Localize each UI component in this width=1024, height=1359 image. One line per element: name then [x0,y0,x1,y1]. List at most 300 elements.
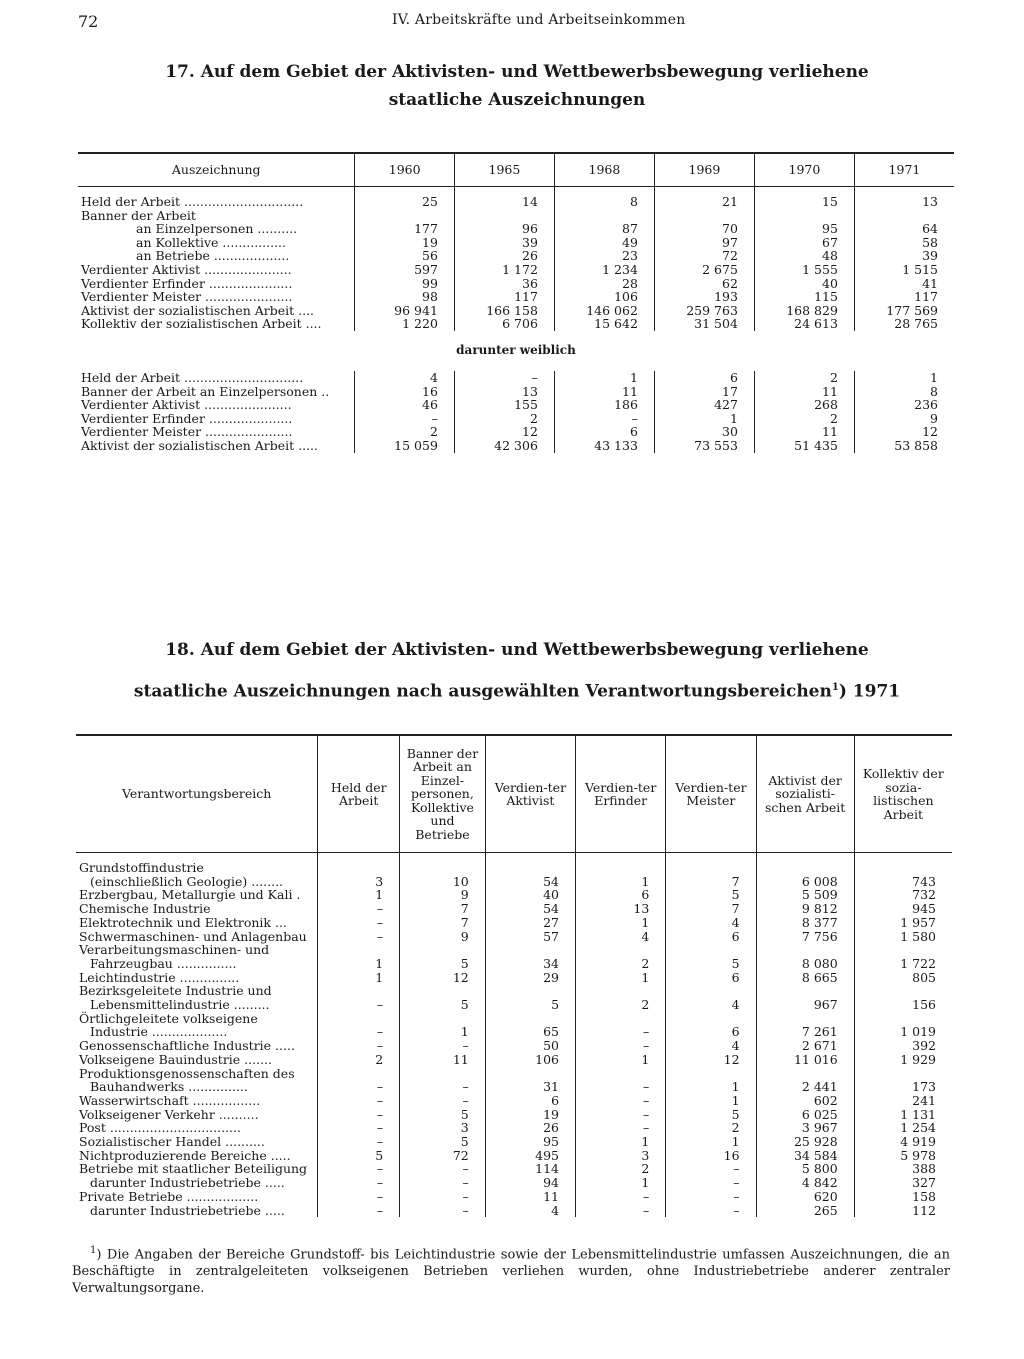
row-value: 11 [554,385,654,399]
row-value: 106 [554,290,654,304]
row-value [318,984,400,998]
row-value: 6 [654,371,754,385]
row-value: 62 [654,277,754,291]
table-row [76,1149,952,1163]
table-row [78,317,954,331]
row-value: 94 [485,1176,575,1190]
row-value: 7 [666,902,756,916]
row-value: 5 [400,1135,486,1149]
row-label: Verdienter Erfinder ..................... [81,410,293,426]
row-value: 2 [754,371,854,385]
row-value: 2 [355,425,454,439]
row-value: 16 [666,1149,756,1163]
row-value [854,861,952,875]
row-value: 155 [454,398,554,412]
row-value: 30 [654,425,754,439]
row-value: 5 [485,998,575,1012]
row-label: (einschließlich Geologie) ........ [90,873,284,889]
row-value: – [400,1094,486,1108]
subheading-row [78,331,954,371]
row-value: 2 [666,1121,756,1135]
row-value: 8 [854,385,954,399]
table-row [78,209,954,223]
row-value: 98 [355,290,454,304]
row-label: Verarbeitungsmaschinen- und [79,942,270,958]
row-label: Verdienter Aktivist ...................... [81,261,292,277]
row-value: 14 [454,195,554,209]
row-value: 1 [666,1135,756,1149]
spacer-cell [355,187,454,196]
row-label: Banner der Arbeit [81,207,196,223]
row-value: – [576,1121,666,1135]
row-value [318,861,400,875]
row-value: 4 [355,371,454,385]
row-value: – [400,1039,486,1053]
row-value: 4 [666,916,756,930]
row-value [854,1067,952,1081]
row-value: 4 919 [854,1135,952,1149]
row-value: 8 377 [756,916,854,930]
row-value: 17 [654,385,754,399]
row-value: 1 555 [754,263,854,277]
row-value: 106 [485,1053,575,1067]
row-value: 9 812 [756,902,854,916]
row-value: – [355,412,454,426]
row-value: 186 [554,398,654,412]
row-value: 15 642 [554,317,654,331]
row-value: 2 [454,412,554,426]
row-value: 597 [355,263,454,277]
table-row [76,861,952,875]
row-value: – [666,1176,756,1190]
row-label: Private Betriebe .................. [79,1188,259,1204]
row-value: 56 [355,249,454,263]
table-row [76,1025,952,1039]
row-value: 602 [756,1094,854,1108]
row-value: 39 [454,236,554,250]
row-label: Erzbergbau, Metallurgie und Kali . [79,887,301,903]
row-value [666,861,756,875]
row-value: 31 [485,1080,575,1094]
row-value: – [666,1190,756,1204]
row-value [485,1012,575,1026]
row-label: darunter Industriebetriebe ..... [90,1175,285,1191]
table-17-title [80,58,954,114]
row-value: 11 016 [756,1053,854,1067]
row-value: 2 675 [654,263,754,277]
row-value: – [318,1094,400,1108]
row-value: 2 [754,412,854,426]
row-value: 177 [355,222,454,236]
row-label: Produktionsgenossenschaften des [79,1065,295,1081]
row-value: 3 [576,1149,666,1163]
row-value: 8 665 [756,971,854,985]
row-value: 39 [854,249,954,263]
row-value: 8 080 [756,957,854,971]
table-row [78,277,954,291]
row-value: – [666,1162,756,1176]
row-label: an Kollektive ................ [136,234,286,250]
row-value: 268 [754,398,854,412]
row-value: 7 [400,916,486,930]
row-value: 50 [485,1039,575,1053]
row-label: Schwermaschinen- und Anlagenbau [79,928,307,944]
row-value: – [400,1162,486,1176]
row-value [576,1012,666,1026]
row-value: 945 [854,902,952,916]
table-row [76,930,952,944]
row-value: – [576,1094,666,1108]
spacer-cell [666,853,756,862]
table-row [78,222,954,236]
row-value: – [400,1176,486,1190]
row-value: 7 261 [756,1025,854,1039]
row-value: 34 584 [756,1149,854,1163]
row-value: 6 [666,1025,756,1039]
row-value: 31 504 [654,317,754,331]
row-value: 732 [854,888,952,902]
row-value: 54 [485,875,575,889]
row-value: 48 [754,249,854,263]
row-label: Wasserwirtschaft ................. [79,1092,261,1108]
header-verdienter-erfinder: Verdien-ter Erfinder [576,735,666,853]
spacer-cell [485,853,575,862]
table-row [78,290,954,304]
row-value: 158 [854,1190,952,1204]
row-value: 1 929 [854,1053,952,1067]
row-label: Banner der Arbeit an Einzelpersonen .. [81,383,330,399]
row-value: 3 [318,875,400,889]
row-value [576,1067,666,1081]
footnote-text: ) Die Angaben der Bereiche Grundstoff- bis Leichtindustrie sowie der Lebensmittelindustrie umfassen Auszeichnungen, die an Beschäftigte in zentralgeleiteten volkseigenen Betrieben verliehen wurden, ohne Industriebetriebe anderer zentraler Verwaltungsorgane. [72,1247,950,1297]
row-value [854,209,954,223]
row-value: 1 [318,957,400,971]
row-value: 29 [485,971,575,985]
row-value: 6 008 [756,875,854,889]
row-value: – [318,1162,400,1176]
row-value: 87 [554,222,654,236]
table-row [76,971,952,985]
row-value: 5 [666,1108,756,1122]
row-value: 12 [454,425,554,439]
row-value: 1 [318,888,400,902]
row-value: 53 858 [854,439,954,453]
row-value: 65 [485,1025,575,1039]
row-value: 25 [355,195,454,209]
table-17 [78,152,954,453]
row-value: – [666,1204,756,1218]
row-label: Verdienter Meister ...................... [81,424,293,440]
row-value: 620 [756,1190,854,1204]
row-value: – [318,1025,400,1039]
table-row [76,1204,952,1218]
row-value: 34 [485,957,575,971]
row-value: – [318,1190,400,1204]
row-value: 1 957 [854,916,952,930]
row-value: 327 [854,1176,952,1190]
table-row [76,984,952,998]
row-value: 1 [576,916,666,930]
row-value: 26 [454,249,554,263]
header-verdienter-meister: Verdien-ter Meister [666,735,756,853]
row-value: 193 [654,290,754,304]
row-value: 6 [576,888,666,902]
table-row [78,412,954,426]
spacer-cell [576,853,666,862]
row-value: – [576,1025,666,1039]
row-value: – [400,1204,486,1218]
row-value: 16 [355,385,454,399]
row-value [666,984,756,998]
row-value: 6 [554,425,654,439]
row-label: an Einzelpersonen .......... [136,221,298,237]
spacer-row [76,853,952,862]
row-label: darunter Industriebetriebe ..... [90,1202,285,1218]
row-value: 11 [754,385,854,399]
row-label: an Betriebe ................... [136,248,290,264]
row-value: 6 [485,1094,575,1108]
row-value: 427 [654,398,754,412]
row-value: 43 133 [554,439,654,453]
row-value [554,209,654,223]
spacer-cell [454,187,554,196]
table-row [76,1135,952,1149]
row-label: Kollektiv der sozialistischen Arbeit .... [81,316,322,332]
row-value: 241 [854,1094,952,1108]
row-value: 2 [576,1162,666,1176]
row-value: 4 [485,1204,575,1218]
row-value: 97 [654,236,754,250]
row-value: – [318,1121,400,1135]
row-label: Industrie ................... [90,1024,228,1040]
row-value: 117 [454,290,554,304]
row-value [756,861,854,875]
row-value: 2 [318,1053,400,1067]
row-value: – [318,902,400,916]
row-value: 95 [485,1135,575,1149]
table-row [78,371,954,385]
row-value: 1 722 [854,957,952,971]
row-value [485,861,575,875]
table-row [76,1094,952,1108]
table-row [76,1121,952,1135]
row-value: – [576,1080,666,1094]
row-value: 117 [854,290,954,304]
row-value: 40 [485,888,575,902]
table-row [76,902,952,916]
row-label: Chemische Industrie [79,901,211,917]
table-row [78,249,954,263]
row-value: 5 800 [756,1162,854,1176]
row-value: – [576,1108,666,1122]
row-value: – [318,1080,400,1094]
row-value: 259 763 [654,304,754,318]
row-value: 12 [854,425,954,439]
table-18-header-row [76,735,952,853]
row-value: – [400,1190,486,1204]
row-value: – [554,412,654,426]
row-value: 156 [854,998,952,1012]
row-value: 6 [666,930,756,944]
row-value: 1 254 [854,1121,952,1135]
spacer-cell [754,187,854,196]
row-value: 57 [485,930,575,944]
row-value: 114 [485,1162,575,1176]
row-value: – [576,1204,666,1218]
row-value: 12 [400,971,486,985]
table-row [76,1053,952,1067]
row-value: 2 671 [756,1039,854,1053]
row-value: 11 [485,1190,575,1204]
row-value: 392 [854,1039,952,1053]
row-value: 27 [485,916,575,930]
table-17-body [78,187,954,453]
table-row [76,943,952,957]
row-value [318,1067,400,1081]
row-value: 6 025 [756,1108,854,1122]
row-value: 1 234 [554,263,654,277]
row-value: 9 [400,930,486,944]
row-value: 73 553 [654,439,754,453]
row-value: 4 842 [756,1176,854,1190]
row-value: 21 [654,195,754,209]
spacer-cell [854,187,954,196]
row-value: 70 [654,222,754,236]
row-value: 168 829 [754,304,854,318]
row-value: 5 [666,888,756,902]
row-value: – [576,1039,666,1053]
row-label: Volkseigene Bauindustrie ....... [79,1051,272,1067]
row-value: 743 [854,875,952,889]
header-aktivist-soz-arbeit: Aktivist der sozialisti-schen Arbeit [756,735,854,853]
row-value: 51 435 [754,439,854,453]
row-value: 1 131 [854,1108,952,1122]
row-label: Genossenschaftliche Industrie ..... [79,1038,295,1054]
row-value: 6 [666,971,756,985]
table-18-body [76,853,952,1218]
row-label: Fahrzeugbau ............... [90,955,237,971]
table-row [76,1039,952,1053]
header-held-der-arbeit: Held der Arbeit [318,735,400,853]
table-row [76,1080,952,1094]
row-value: 3 967 [756,1121,854,1135]
row-label: Betriebe mit staatlicher Beteiligung [79,1161,308,1177]
row-label: Bezirksgeleitete Industrie und [79,983,272,999]
row-value: 2 [576,957,666,971]
row-value: – [454,371,554,385]
row-value: 1 [318,971,400,985]
row-value [454,209,554,223]
row-value: 5 978 [854,1149,952,1163]
table-row [78,439,954,453]
row-value [854,984,952,998]
row-value: 2 [576,998,666,1012]
row-value: 1 [576,1053,666,1067]
row-value [854,1012,952,1026]
row-value [754,209,854,223]
header-verdienter-aktivist: Verdien-ter Aktivist [485,735,575,853]
row-value: 1 [576,1135,666,1149]
row-value [485,984,575,998]
row-value: 1 [576,875,666,889]
row-value: – [318,1176,400,1190]
row-value: – [318,1204,400,1218]
row-value: 1 515 [854,263,954,277]
row-value: 5 [400,998,486,1012]
row-value [756,1067,854,1081]
row-value: 95 [754,222,854,236]
row-value: 1 [400,1025,486,1039]
table-row [76,998,952,1012]
table-row [76,1108,952,1122]
header-kollektiv-soz-arbeit: Kollektiv der sozia-listischen Arbeit [854,735,952,853]
row-label: Leichtindustrie ............... [79,969,240,985]
row-value: 49 [554,236,654,250]
row-value: 4 [666,1039,756,1053]
row-value: 115 [754,290,854,304]
row-value: 46 [355,398,454,412]
row-value: 7 [666,875,756,889]
row-value: 41 [854,277,954,291]
row-value: 388 [854,1162,952,1176]
row-value: 5 509 [756,888,854,902]
table-17-title-line2: staatliche Auszeichnungen [388,90,646,110]
row-value: 28 765 [854,317,954,331]
row-value: 1 [854,371,954,385]
row-value: 67 [754,236,854,250]
row-value: 4 [666,998,756,1012]
row-value: 23 [554,249,654,263]
running-head: IV. Arbeitskräfte und Arbeitseinkommen [392,12,686,28]
row-value: 96 941 [355,304,454,318]
row-value [576,861,666,875]
row-value: – [318,1039,400,1053]
table-row [76,916,952,930]
row-value: – [318,916,400,930]
row-value: 166 158 [454,304,554,318]
row-value: 2 441 [756,1080,854,1094]
row-value: 10 [400,875,486,889]
row-value: 58 [854,236,954,250]
row-label: Held der Arbeit .............................. [81,194,304,209]
row-value [355,209,454,223]
row-label: Örtlichgeleitete volkseigene [79,1010,258,1026]
row-label: Verdienter Erfinder ..................... [81,275,293,291]
table-17-title-line1: 17. Auf dem Gebiet der Aktivisten- und Wettbewerbsbewegung verliehene [165,62,869,82]
header-year-1969: 1969 [654,153,754,187]
row-value [400,943,486,957]
table-row [76,1067,952,1081]
header-verantwortungsbereich: Verantwortungsbereich [76,735,318,853]
row-value: 72 [400,1149,486,1163]
footnote-marker: 1 [90,1245,97,1256]
subheading-darunter-weiblich: darunter weiblich [456,343,576,358]
row-value: 42 306 [454,439,554,453]
row-value [756,943,854,957]
row-value [756,1012,854,1026]
row-value: 15 059 [355,439,454,453]
row-value: 146 062 [554,304,654,318]
row-value: 12 [666,1053,756,1067]
table-row [78,385,954,399]
row-value: 5 [400,957,486,971]
row-value: 177 569 [854,304,954,318]
row-label: Verdienter Aktivist ...................... [81,397,292,413]
table-18-title-line2 [80,674,954,706]
row-label: Lebensmittelindustrie ......... [90,997,270,1013]
row-value: 7 [400,902,486,916]
table-row [76,1176,952,1190]
